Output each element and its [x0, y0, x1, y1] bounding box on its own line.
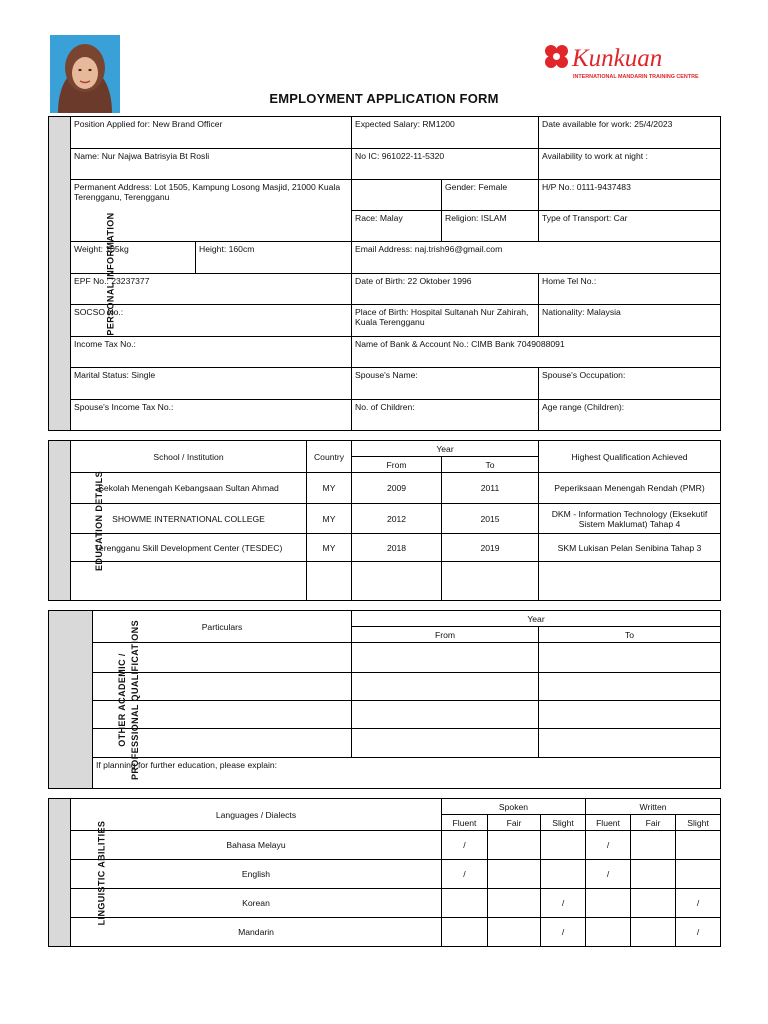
- language-cell[interactable]: Mandarin: [71, 918, 442, 947]
- personal-information-table: [48, 116, 721, 431]
- written-fluent-cell[interactable]: /: [586, 860, 631, 889]
- qualification-cell[interactable]: Peperiksaan Menengah Rendah (PMR): [539, 473, 721, 504]
- spoken-fair-cell[interactable]: [488, 831, 541, 860]
- to-cell[interactable]: [539, 643, 721, 673]
- from-cell[interactable]: [352, 562, 442, 601]
- from-cell[interactable]: [352, 673, 539, 701]
- to-cell[interactable]: 2019: [442, 534, 539, 562]
- form-title: EMPLOYMENT APPLICATION FORM: [269, 91, 499, 106]
- written-header: Written: [586, 799, 721, 815]
- children-age-range-field[interactable]: Age range (Children):: [539, 400, 721, 431]
- education-section-label: EDUCATION DETAILS: [49, 441, 71, 601]
- night-availability-field[interactable]: Availability to work at night :: [539, 149, 721, 180]
- to-cell[interactable]: [539, 701, 721, 729]
- svg-text:INTERNATIONAL MANDARIN TRAININ: INTERNATIONAL MANDARIN TRAINING CENTRE: [573, 74, 699, 80]
- education-row: [49, 562, 721, 601]
- written-fluent-header: Fluent: [586, 815, 631, 831]
- qualification-row: [49, 643, 721, 673]
- language-cell[interactable]: English: [71, 860, 442, 889]
- school-cell[interactable]: [71, 562, 307, 601]
- home-tel-field[interactable]: Home Tel No.:: [539, 274, 721, 305]
- children-count-field[interactable]: No. of Children:: [352, 400, 539, 431]
- qualification-row: [49, 729, 721, 758]
- personal-section-label: PERSONAL INFORMATION: [49, 117, 71, 431]
- from-cell[interactable]: 2009: [352, 473, 442, 504]
- country-cell[interactable]: MY: [307, 504, 352, 534]
- svg-text:Kunkuan: Kunkuan: [572, 45, 663, 72]
- spoken-slight-cell[interactable]: [541, 831, 586, 860]
- education-details-table: [48, 440, 721, 601]
- school-cell[interactable]: Sekolah Menengah Kebangsaan Sultan Ahmad: [71, 473, 307, 504]
- epf-field[interactable]: EPF No.: 23237377: [71, 274, 352, 305]
- year-header: Year: [352, 441, 539, 457]
- spoken-fair-header: Fair: [488, 815, 541, 831]
- spoken-fluent-header: Fluent: [442, 815, 488, 831]
- hp-number-field[interactable]: H/P No.: 0111-9437483: [539, 180, 721, 211]
- spoken-fluent-cell[interactable]: [442, 889, 488, 918]
- spoken-slight-cell[interactable]: [541, 860, 586, 889]
- spouse-income-tax-field[interactable]: Spouse's Income Tax No.:: [71, 400, 352, 431]
- position-field[interactable]: Position Applied for: New Brand Officer: [71, 117, 352, 149]
- marital-status-field[interactable]: Marital Status: Single: [71, 368, 352, 400]
- written-fluent-cell[interactable]: [586, 889, 631, 918]
- written-fair-cell[interactable]: [631, 918, 676, 947]
- written-slight-cell[interactable]: /: [676, 918, 721, 947]
- country-cell[interactable]: [307, 562, 352, 601]
- language-cell[interactable]: Korean: [71, 889, 442, 918]
- written-slight-cell[interactable]: [676, 831, 721, 860]
- spoken-slight-cell[interactable]: /: [541, 918, 586, 947]
- date-available-field[interactable]: Date available for work: 25/4/2023: [539, 117, 721, 149]
- written-fair-cell[interactable]: [631, 889, 676, 918]
- spoken-fluent-cell[interactable]: /: [442, 860, 488, 889]
- from-cell[interactable]: [352, 729, 539, 758]
- particulars-header: Particulars: [93, 611, 352, 643]
- language-row: [49, 860, 721, 889]
- written-slight-cell[interactable]: /: [676, 889, 721, 918]
- written-fair-cell[interactable]: [631, 860, 676, 889]
- to-cell[interactable]: 2011: [442, 473, 539, 504]
- kunkuan-logo-image: [540, 40, 720, 82]
- spoken-fluent-cell[interactable]: /: [442, 831, 488, 860]
- language-row: [49, 831, 721, 860]
- blank-cell: [352, 180, 442, 211]
- further-education-field[interactable]: If planning for further education, please explain:: [93, 758, 721, 789]
- country-header: Country: [307, 441, 352, 473]
- language-row: [49, 889, 721, 918]
- qualification-cell[interactable]: SKM Lukisan Pelan Senibina Tahap 3: [539, 534, 721, 562]
- linguistic-section-label: LINGUISTIC ABILITIES: [49, 799, 71, 947]
- spoken-fluent-cell[interactable]: [442, 918, 488, 947]
- year-header: Year: [352, 611, 721, 627]
- to-cell[interactable]: [539, 673, 721, 701]
- race-field[interactable]: Race: Malay: [352, 211, 442, 242]
- ic-number-field[interactable]: No IC: 961022-11-5320: [352, 149, 539, 180]
- written-fair-cell[interactable]: [631, 831, 676, 860]
- spouse-occupation-field[interactable]: Spouse's Occupation:: [539, 368, 721, 400]
- to-header: To: [539, 627, 721, 643]
- address-field[interactable]: Permanent Address: Lot 1505, Kampung Losong Masjid, 21000 Kuala Terengganu, Terengganu: [71, 180, 352, 242]
- from-header: From: [352, 457, 442, 473]
- school-cell[interactable]: Terengganu Skill Development Center (TESDEC): [71, 534, 307, 562]
- language-header: Languages / Dialects: [71, 799, 442, 831]
- spouse-name-field[interactable]: Spouse's Name:: [352, 368, 539, 400]
- from-cell[interactable]: [352, 643, 539, 673]
- education-row: [49, 534, 721, 562]
- language-row: [49, 918, 721, 947]
- socso-field[interactable]: SOCSO No.:: [71, 305, 352, 337]
- bank-account-field[interactable]: Name of Bank & Account No.: CIMB Bank 7049088091: [352, 337, 721, 368]
- spoken-slight-cell[interactable]: /: [541, 889, 586, 918]
- transport-field[interactable]: Type of Transport: Car: [539, 211, 721, 242]
- spoken-fair-cell[interactable]: [488, 860, 541, 889]
- place-of-birth-field[interactable]: Place of Birth: Hospital Sultanah Nur Zahirah, Kuala Terengganu: [352, 305, 539, 337]
- linguistic-abilities-table: [48, 798, 721, 947]
- written-slight-header: Slight: [676, 815, 721, 831]
- to-cell[interactable]: [539, 729, 721, 758]
- written-fluent-cell[interactable]: /: [586, 831, 631, 860]
- school-header: School / Institution: [71, 441, 307, 473]
- qualification-cell[interactable]: DKM - Information Technology (Eksekutif Sistem Maklumat) Tahap 4: [539, 504, 721, 534]
- qualification-row: [49, 673, 721, 701]
- gender-field[interactable]: Gender: Female: [442, 180, 539, 211]
- spoken-fair-cell[interactable]: [488, 889, 541, 918]
- from-cell[interactable]: 2012: [352, 504, 442, 534]
- from-cell[interactable]: 2018: [352, 534, 442, 562]
- country-cell[interactable]: MY: [307, 534, 352, 562]
- written-fair-header: Fair: [631, 815, 676, 831]
- spoken-header: Spoken: [442, 799, 586, 815]
- education-row: [49, 504, 721, 534]
- written-fluent-cell[interactable]: [586, 918, 631, 947]
- email-field[interactable]: Email Address: naj.trish96@gmail.com: [352, 242, 721, 274]
- qualification-cell[interactable]: [539, 562, 721, 601]
- name-field[interactable]: Name: Nur Najwa Batrisyia Bt Rosli: [71, 149, 352, 180]
- to-cell[interactable]: 2015: [442, 504, 539, 534]
- company-logo: [540, 40, 720, 82]
- qualification-row: [49, 701, 721, 729]
- spoken-fair-cell[interactable]: [488, 918, 541, 947]
- spoken-slight-header: Slight: [541, 815, 586, 831]
- education-row: [49, 473, 721, 504]
- nationality-field[interactable]: Nationality: Malaysia: [539, 305, 721, 337]
- to-cell[interactable]: [442, 562, 539, 601]
- qualification-header: Highest Qualification Achieved: [539, 441, 721, 473]
- income-tax-field[interactable]: Income Tax No.:: [71, 337, 352, 368]
- written-slight-cell[interactable]: [676, 860, 721, 889]
- from-header: From: [352, 627, 539, 643]
- expected-salary-field[interactable]: Expected Salary: RM1200: [352, 117, 539, 149]
- language-cell[interactable]: Bahasa Melayu: [71, 831, 442, 860]
- from-cell[interactable]: [352, 701, 539, 729]
- country-cell[interactable]: MY: [307, 473, 352, 504]
- school-cell[interactable]: SHOWME INTERNATIONAL COLLEGE: [71, 504, 307, 534]
- other-qualifications-table: [48, 610, 721, 789]
- height-field[interactable]: Height: 160cm: [196, 242, 352, 274]
- dob-field[interactable]: Date of Birth: 22 Oktober 1996: [352, 274, 539, 305]
- other-qualifications-section-label: OTHER ACADEMIC / PROFESSIONAL QUALIFICATIONS: [49, 611, 93, 789]
- weight-field[interactable]: Weight: 105kg: [71, 242, 196, 274]
- religion-field[interactable]: Religion: ISLAM: [442, 211, 539, 242]
- to-header: To: [442, 457, 539, 473]
